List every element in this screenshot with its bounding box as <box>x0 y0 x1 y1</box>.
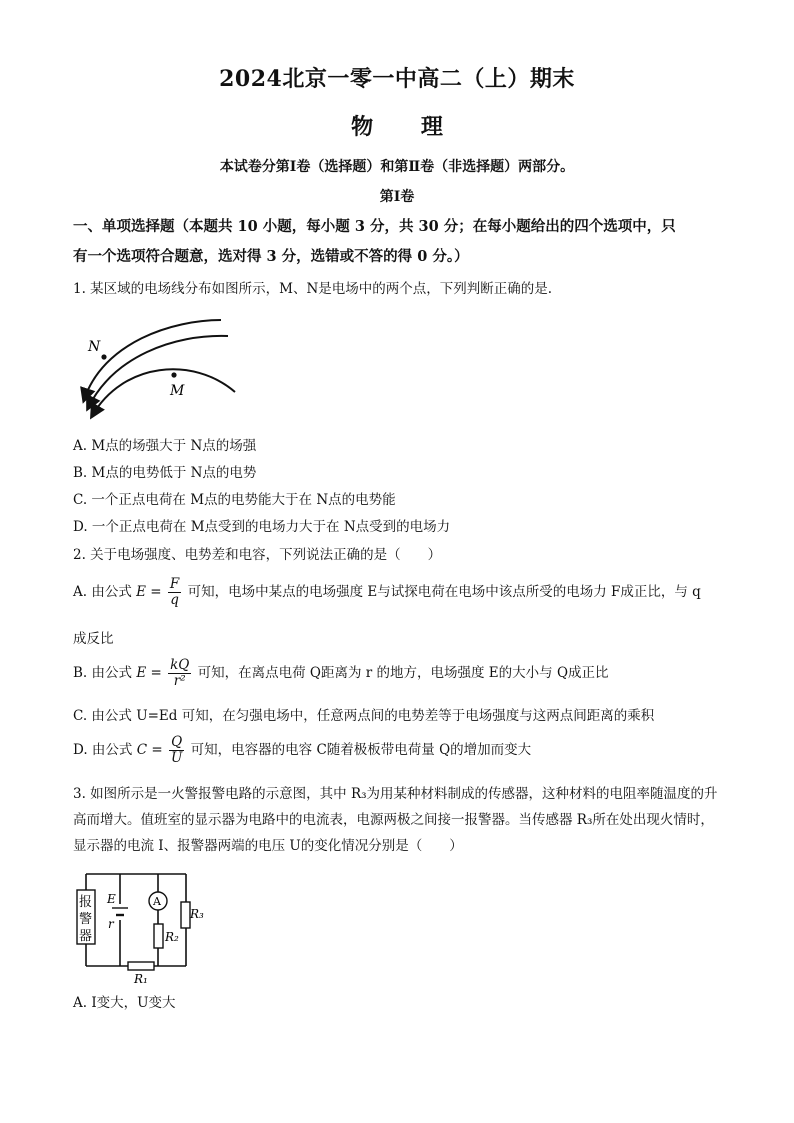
q3-stem: 3. 如图所示是一火警报警电路的示意图，其中 R₃为用某种材料制成的传感器，这种材料的电阻率随温度的升高而增大。值班室的显示器为电路中的电流表，电源两极之间接一报警器。当传感器 R₃所在处出现火情时，显示器的电流 I、报警器两端的电压 U的变化情况分别是（ ） <box>73 786 718 854</box>
alarm-label-2: 警 <box>79 912 93 927</box>
resistor-r2 <box>154 924 163 948</box>
ammeter-label: A <box>153 895 161 908</box>
exam-title: 2024北京一零一中高二（上）期末 <box>219 66 575 92</box>
volume-heading: 第Ⅰ卷 <box>379 189 415 205</box>
field-line-2 <box>88 336 228 408</box>
q2-a-lhs: E = <box>136 584 162 600</box>
q2-d-prefix: D. 由公式 <box>73 742 133 758</box>
q2-d-denominator: U <box>170 750 183 766</box>
q2-a-prefix: A. 由公式 <box>73 584 132 600</box>
exam-intro: 本试卷分第Ⅰ卷（选择题）和第Ⅱ卷（非选择题）两部分。 <box>219 159 575 175</box>
label-n: N <box>88 339 101 355</box>
q2-b-numerator: kQ <box>170 657 190 673</box>
q2-a-numerator: F <box>169 576 180 592</box>
q2-b-lhs: E = <box>136 665 162 681</box>
section-heading-line2: 有一个选项符合题意，选对得 3 分，选错或不答的得 0 分。） <box>73 248 469 265</box>
r2-label: R₂ <box>165 930 179 944</box>
q2-b-prefix: B. 由公式 <box>73 665 133 681</box>
sensor-r3 <box>181 902 190 928</box>
battery-e-label: E <box>107 892 116 906</box>
q2-option-b <box>73 658 609 689</box>
q2-option-a <box>73 577 701 608</box>
point-m <box>171 372 176 377</box>
section-heading-line1: 一、单项选择题（本题共 10 小题，每小题 3 分，共 30 分；在每小题给出的四个选项中，只 <box>73 218 676 235</box>
q2-stem: 2. 关于电场强度、电势差和电容，下列说法正确的是（ ） <box>73 547 442 563</box>
q1-stem: 1. 某区域的电场线分布如图所示，M、N是电场中的两个点，下列判断正确的是. <box>73 281 553 297</box>
q1-option-a: A. M点的场强大于 N点的场强 <box>73 438 257 454</box>
subject-title: 物 理 <box>351 114 443 140</box>
alarm-circuit-figure <box>72 866 204 988</box>
q2-a-denominator: q <box>170 592 179 608</box>
q2-b-fraction <box>168 658 191 689</box>
electric-field-figure <box>78 312 248 424</box>
q2-a-text: 可知，电场中某点的电场强度 E与试探电荷在电场中该点所受的电场力 F成正比，与 q <box>187 584 701 600</box>
q2-d-lhs: C = <box>136 742 163 758</box>
q2-option-a-cont: 成反比 <box>73 631 114 647</box>
q2-option-d <box>73 735 531 766</box>
field-line-3 <box>92 369 235 416</box>
q2-d-text: 可知，电容器的电容 C随着极板带电荷量 Q的增加而变大 <box>190 742 532 758</box>
q2-b-text: 可知，在离点电荷 Q距离为 r 的地方，电场强度 E的大小与 Q成正比 <box>197 665 609 681</box>
q2-b-denominator: r² <box>173 673 186 689</box>
battery-r-label: r <box>108 917 114 931</box>
q1-option-d: D. 一个正点电荷在 M点受到的电场力大于在 N点受到的电场力 <box>73 519 451 535</box>
r3-label: R₃ <box>190 907 204 921</box>
point-n <box>101 354 106 359</box>
r1-label: R₁ <box>134 972 148 986</box>
label-m: M <box>170 383 185 399</box>
q3-option-a: A. I变大，U变大 <box>73 995 176 1011</box>
q1-option-c: C. 一个正点电荷在 M点的电势能大于在 N点的电势能 <box>73 492 396 508</box>
q2-a-fraction <box>168 577 181 608</box>
alarm-label-1: 报 <box>79 895 93 910</box>
q1-option-b: B. M点的电势低于 N点的电势 <box>73 465 257 481</box>
q2-d-fraction <box>169 735 184 766</box>
q2-d-numerator: Q <box>169 735 184 751</box>
field-line-1 <box>84 320 221 400</box>
alarm-label-3: 器 <box>79 929 93 944</box>
resistor-r1 <box>128 962 154 970</box>
q2-option-c: C. 由公式 U=Ed 可知，在匀强电场中，任意两点间的电势差等于电场强度与这两点间距离的乘积 <box>73 708 655 724</box>
